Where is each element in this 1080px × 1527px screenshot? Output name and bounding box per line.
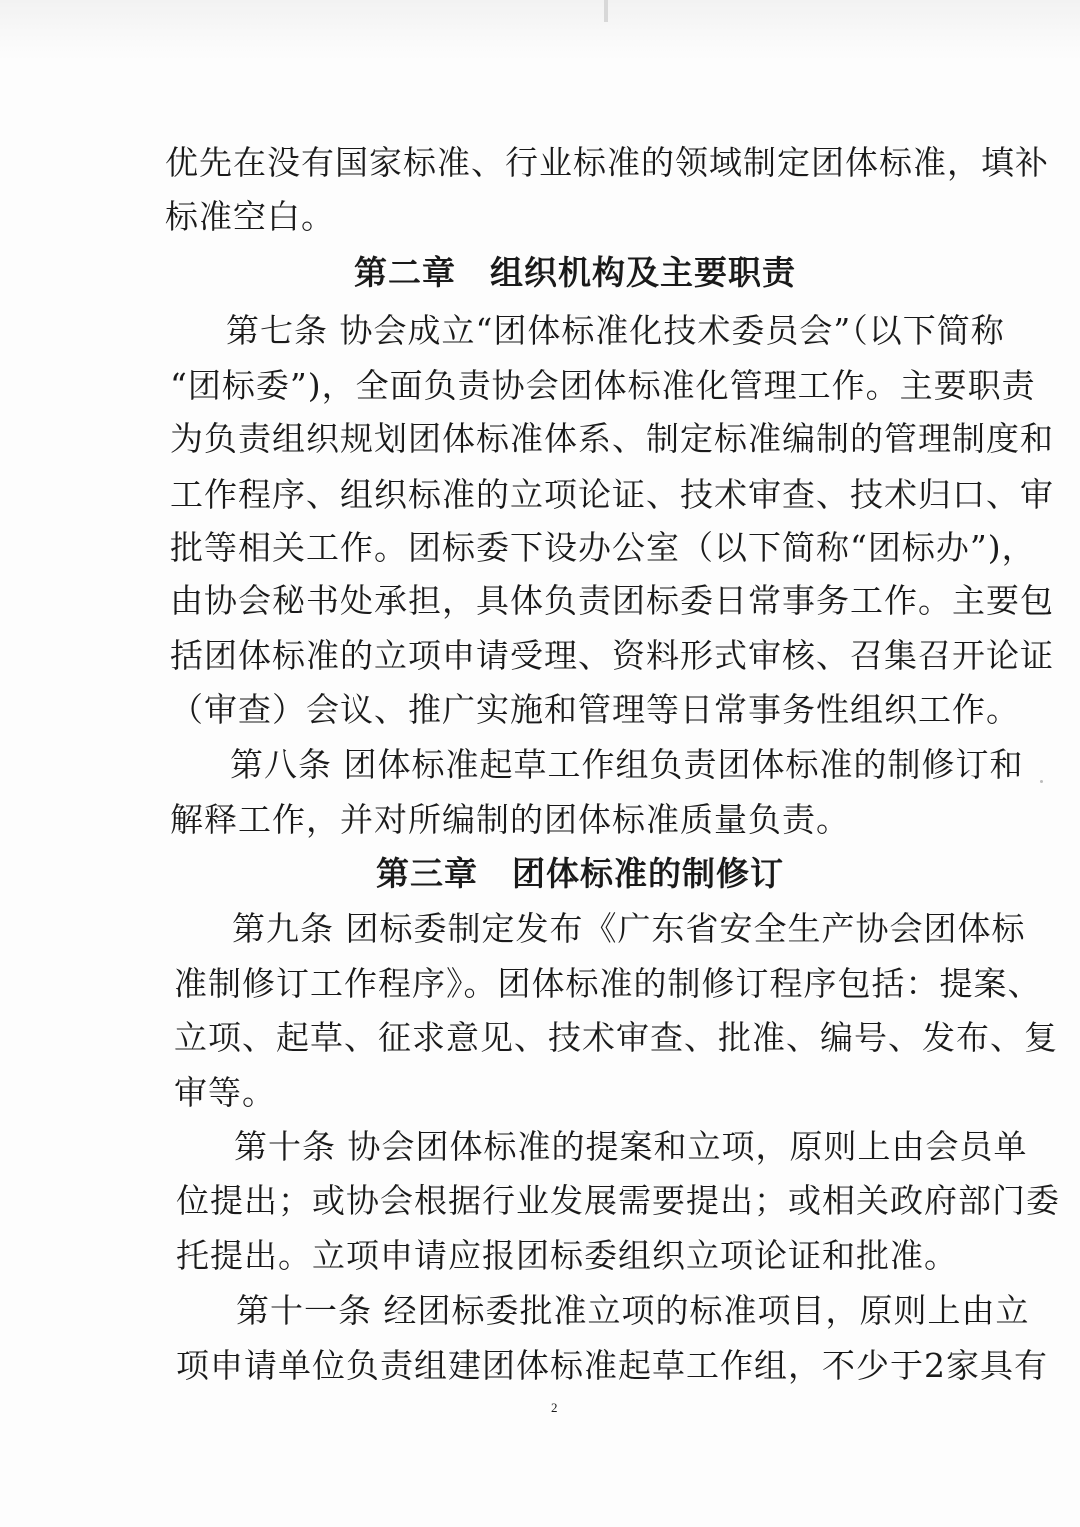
scan-mark	[604, 0, 608, 22]
scan-dot	[1040, 780, 1043, 783]
body-line: 第八条 团体标准起草工作组负责团体标准的制修订和	[230, 745, 1024, 784]
body-line: 立项、起草、征求意见、技术审查、批准、编号、发布、复	[174, 1018, 1058, 1057]
body-line: 优先在没有国家标准、行业标准的领域制定团体标准，填补	[165, 143, 1049, 182]
body-line: 为负责组织规划团体标准体系、制定标准编制的管理制度和	[170, 419, 1054, 458]
body-line: 第十条 协会团体标准的提案和立项，原则上由会员单	[234, 1127, 1028, 1166]
body-line: 审等。	[174, 1073, 276, 1112]
body-line: 项申请单位负责组建团体标准起草工作组，不少于2家具有	[176, 1346, 1048, 1385]
page-number: 2	[551, 1400, 558, 1415]
body-line: 由协会秘书处承担，具体负责团标委日常事务工作。主要包	[170, 581, 1054, 620]
body-line: 位提出；或协会根据行业发展需要提出；或相关政府部门委	[176, 1181, 1060, 1220]
body-line: “团标委”)，全面负责协会团体标准化管理工作。主要职责	[170, 366, 1036, 405]
chapter-heading: 第三章 团体标准的制修订	[376, 854, 784, 893]
body-line: 标准空白。	[165, 197, 335, 236]
body-line: 工作程序、组织标准的立项论证、技术审查、技术归口、审	[170, 475, 1054, 514]
body-line: （审查）会议、推广实施和管理等日常事务性组织工作。	[170, 690, 1020, 729]
body-line: 准制修订工作程序》。团体标准的制修订程序包括：提案、	[174, 964, 1042, 1003]
body-line: 括团体标准的立项申请受理、资料形式审核、召集召开论证	[170, 636, 1054, 675]
chapter-heading: 第二章 组织机构及主要职责	[354, 253, 796, 292]
body-line: 批等相关工作。团标委下设办公室（以下简称“团标办”)，	[170, 528, 1036, 567]
scan-shadow	[0, 0, 1080, 60]
body-line: 解释工作，并对所编制的团体标准质量负责。	[170, 800, 850, 839]
body-line: 托提出。立项申请应报团标委组织立项论证和批准。	[176, 1236, 958, 1275]
body-line: 第七条 协会成立“团体标准化技术委员会”（以下简称	[226, 311, 1005, 350]
body-line: 第九条 团标委制定发布《广东省安全生产协会团体标	[232, 909, 1026, 948]
body-line: 第十一条 经团标委批准立项的标准项目，原则上由立	[236, 1291, 1030, 1330]
